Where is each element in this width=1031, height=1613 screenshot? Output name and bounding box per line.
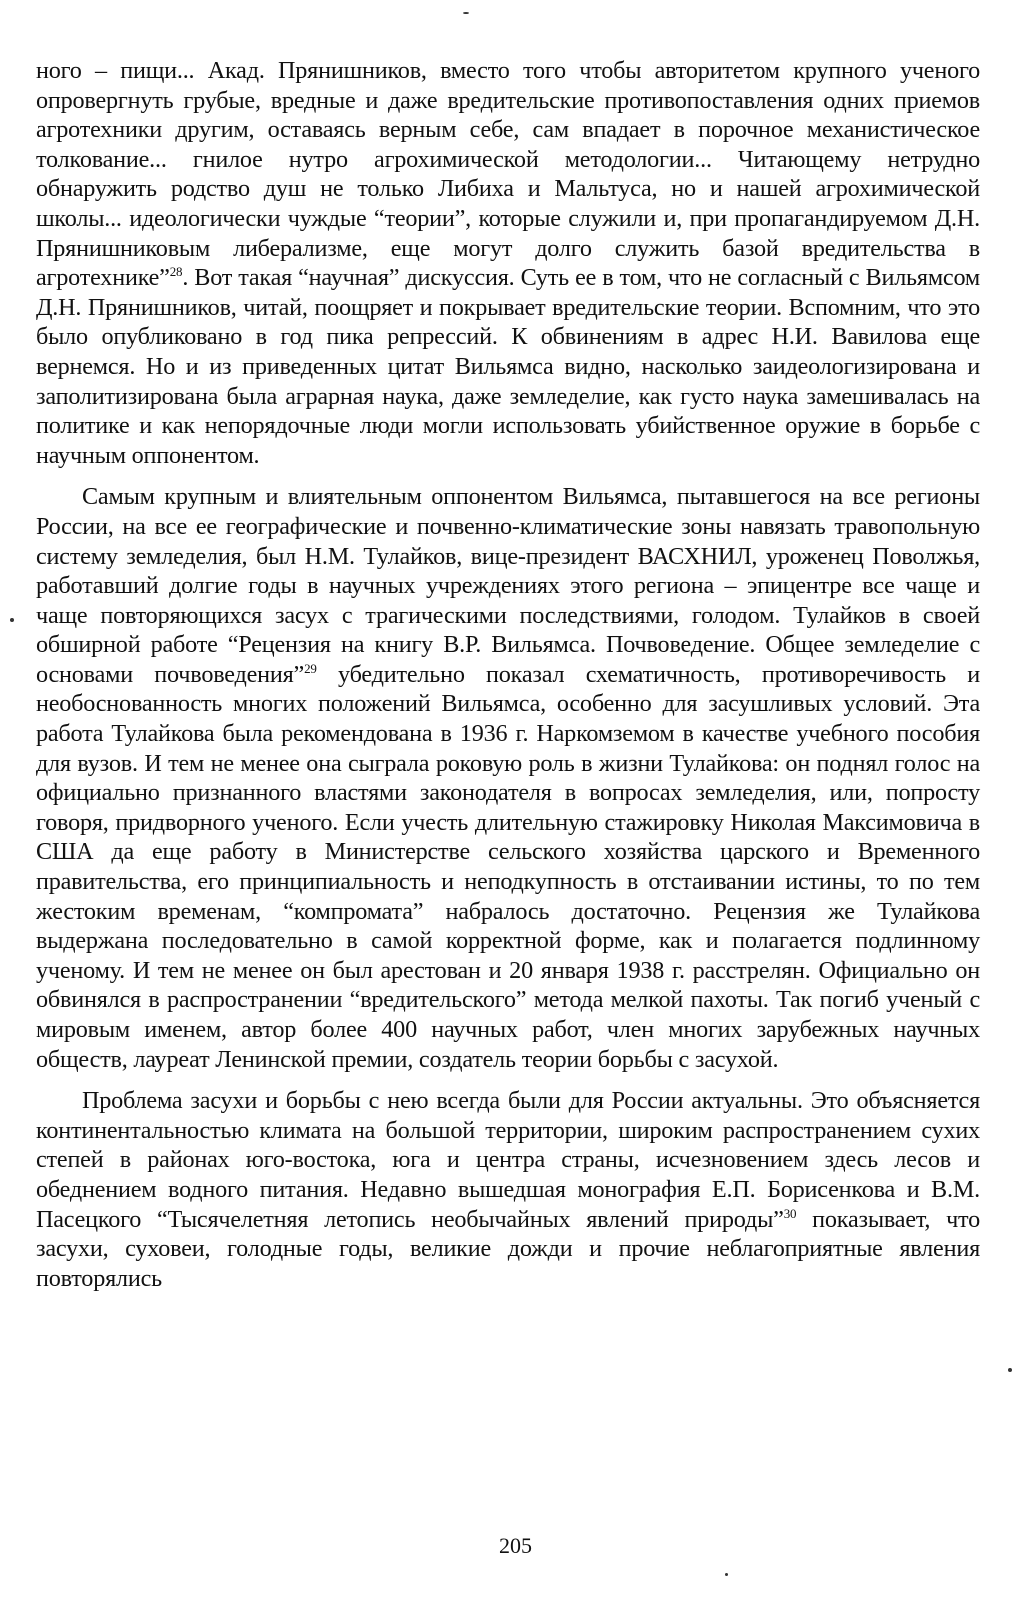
page-number: 205 <box>499 1533 532 1558</box>
scan-speck <box>725 1573 728 1576</box>
paragraph <box>36 1086 980 1293</box>
scan-speck <box>10 618 14 622</box>
paragraph <box>36 56 980 470</box>
scan-speck <box>1008 1368 1012 1372</box>
text-run: ного – пищи... Акад. Прянишников, вместо того чтобы авторитетом крупного ученого опровергнуть грубые, вредные и даже вредительские противопоставления одних приемов агротехники другим, оставаясь верным себе, сам впадает в порочное механистическое толкование... гнилое нутро агрохимической методологии... Читающему нетрудно обнаружить родство душ не только Либиха и Мальтуса, но и нашей агрохимической школы... идеологически чуждые “теории”, которые служили и, при пропагандируемом Д.Н. Прянишниковым либерализме, еще могут долго служить базой вредительства в агротехнике” <box>36 57 980 292</box>
body-text <box>36 56 980 1293</box>
text-run: убедительно показал схематичность, противоречивость и необоснованность многих положений Вильямса, особенно для засушливых условий. Эта работа Тулайкова была рекомендована в 1936 г. Наркомземом в качестве учебного пособия для вузов. И тем не менее она сыграла роковую роль в жизни Тулайкова: он поднял голос на официально признанного властями законодателя в вопросах земледелия, или, попросту говоря, придворного ученого. Если учесть длительную стажировку Николая Максимовича в США да еще работу в Министерстве сельского хозяйства царского и Временного правительства, его принципиальность и неподкупность в отстаивании истины, то по тем жестоким временам, “компромата” набралось достаточно. Рецензия же Тулайкова выдержана последовательно в самой корректной форме, как и полагается подлинному ученому. И тем не менее он был арестован и 20 января 1938 г. расстрелян. Официально он обвинялся в распространении “вредительского” метода мелкой пахоты. Так погиб ученый с мировым именем, автор более 400 научных работ, член многих зарубежных научных обществ, лауреат Ленинской премии, создатель теории борьбы с засухой. <box>36 660 980 1073</box>
paragraph <box>36 482 980 1074</box>
text-run: Проблема засухи и борьбы с нею всегда были для России актуальны. Это объясняется континентальностью климата на большой территории, широким распространением сухих степей в районах юго-востока, юга и центра страны, исчезновением здесь лесов и обеднением водного питания. Недавно вышедшая монография Е.П. Борисенкова и В.М. Пасецкого “Тысячелетняя летопись необычайных явлений природы” <box>36 1087 980 1233</box>
footnote-ref: 29 <box>304 660 317 676</box>
text-run: показывает, что засухи, суховеи, голодные годы, великие дожди и прочие неблагоприятные явления повторялись <box>36 1205 980 1292</box>
text-run: Самым крупным и влиятельным оппонентом Вильямса, пытавшегося на все регионы России, на все ее географические и почвенно-климатические зоны навязать травопольную систему земледелия, был Н.М. Тулайков, вице-президент ВАСХНИЛ, уроженец Поволжья, работавший долгие годы в научных учреждениях этого региона – эпицентре все чаще и чаще повторяющихся засух с трагическими последствиями, голодом. Тулайков в своей обширной работе “Рецензия на книгу В.Р. Вильямса. Почвоведение. Общее земледелие с основами почвоведения” <box>36 483 980 688</box>
scan-speck <box>463 12 469 14</box>
footnote-ref: 30 <box>783 1205 797 1221</box>
footnote-ref: 28 <box>169 264 183 280</box>
text-run: . Вот такая “научная” дискуссия. Суть ее в том, что не согласный с Вильямсом Д.Н. Прянишников, читай, поощряет и покрывает вредительские теории. Вспомним, что это было опубликовано в год пика репрессий. К обвинениям в адрес Н.И. Вавилова еще вернемся. Но и из приведенных цитат Вильямса видно, насколько заидеологизирована и заполитизирована была аграрная наука, даже земледелие, как густо наука замешивалась на политике и как непорядочные люди могли использовать убийственное оружие в борьбе с научным оппонентом. <box>36 264 980 469</box>
